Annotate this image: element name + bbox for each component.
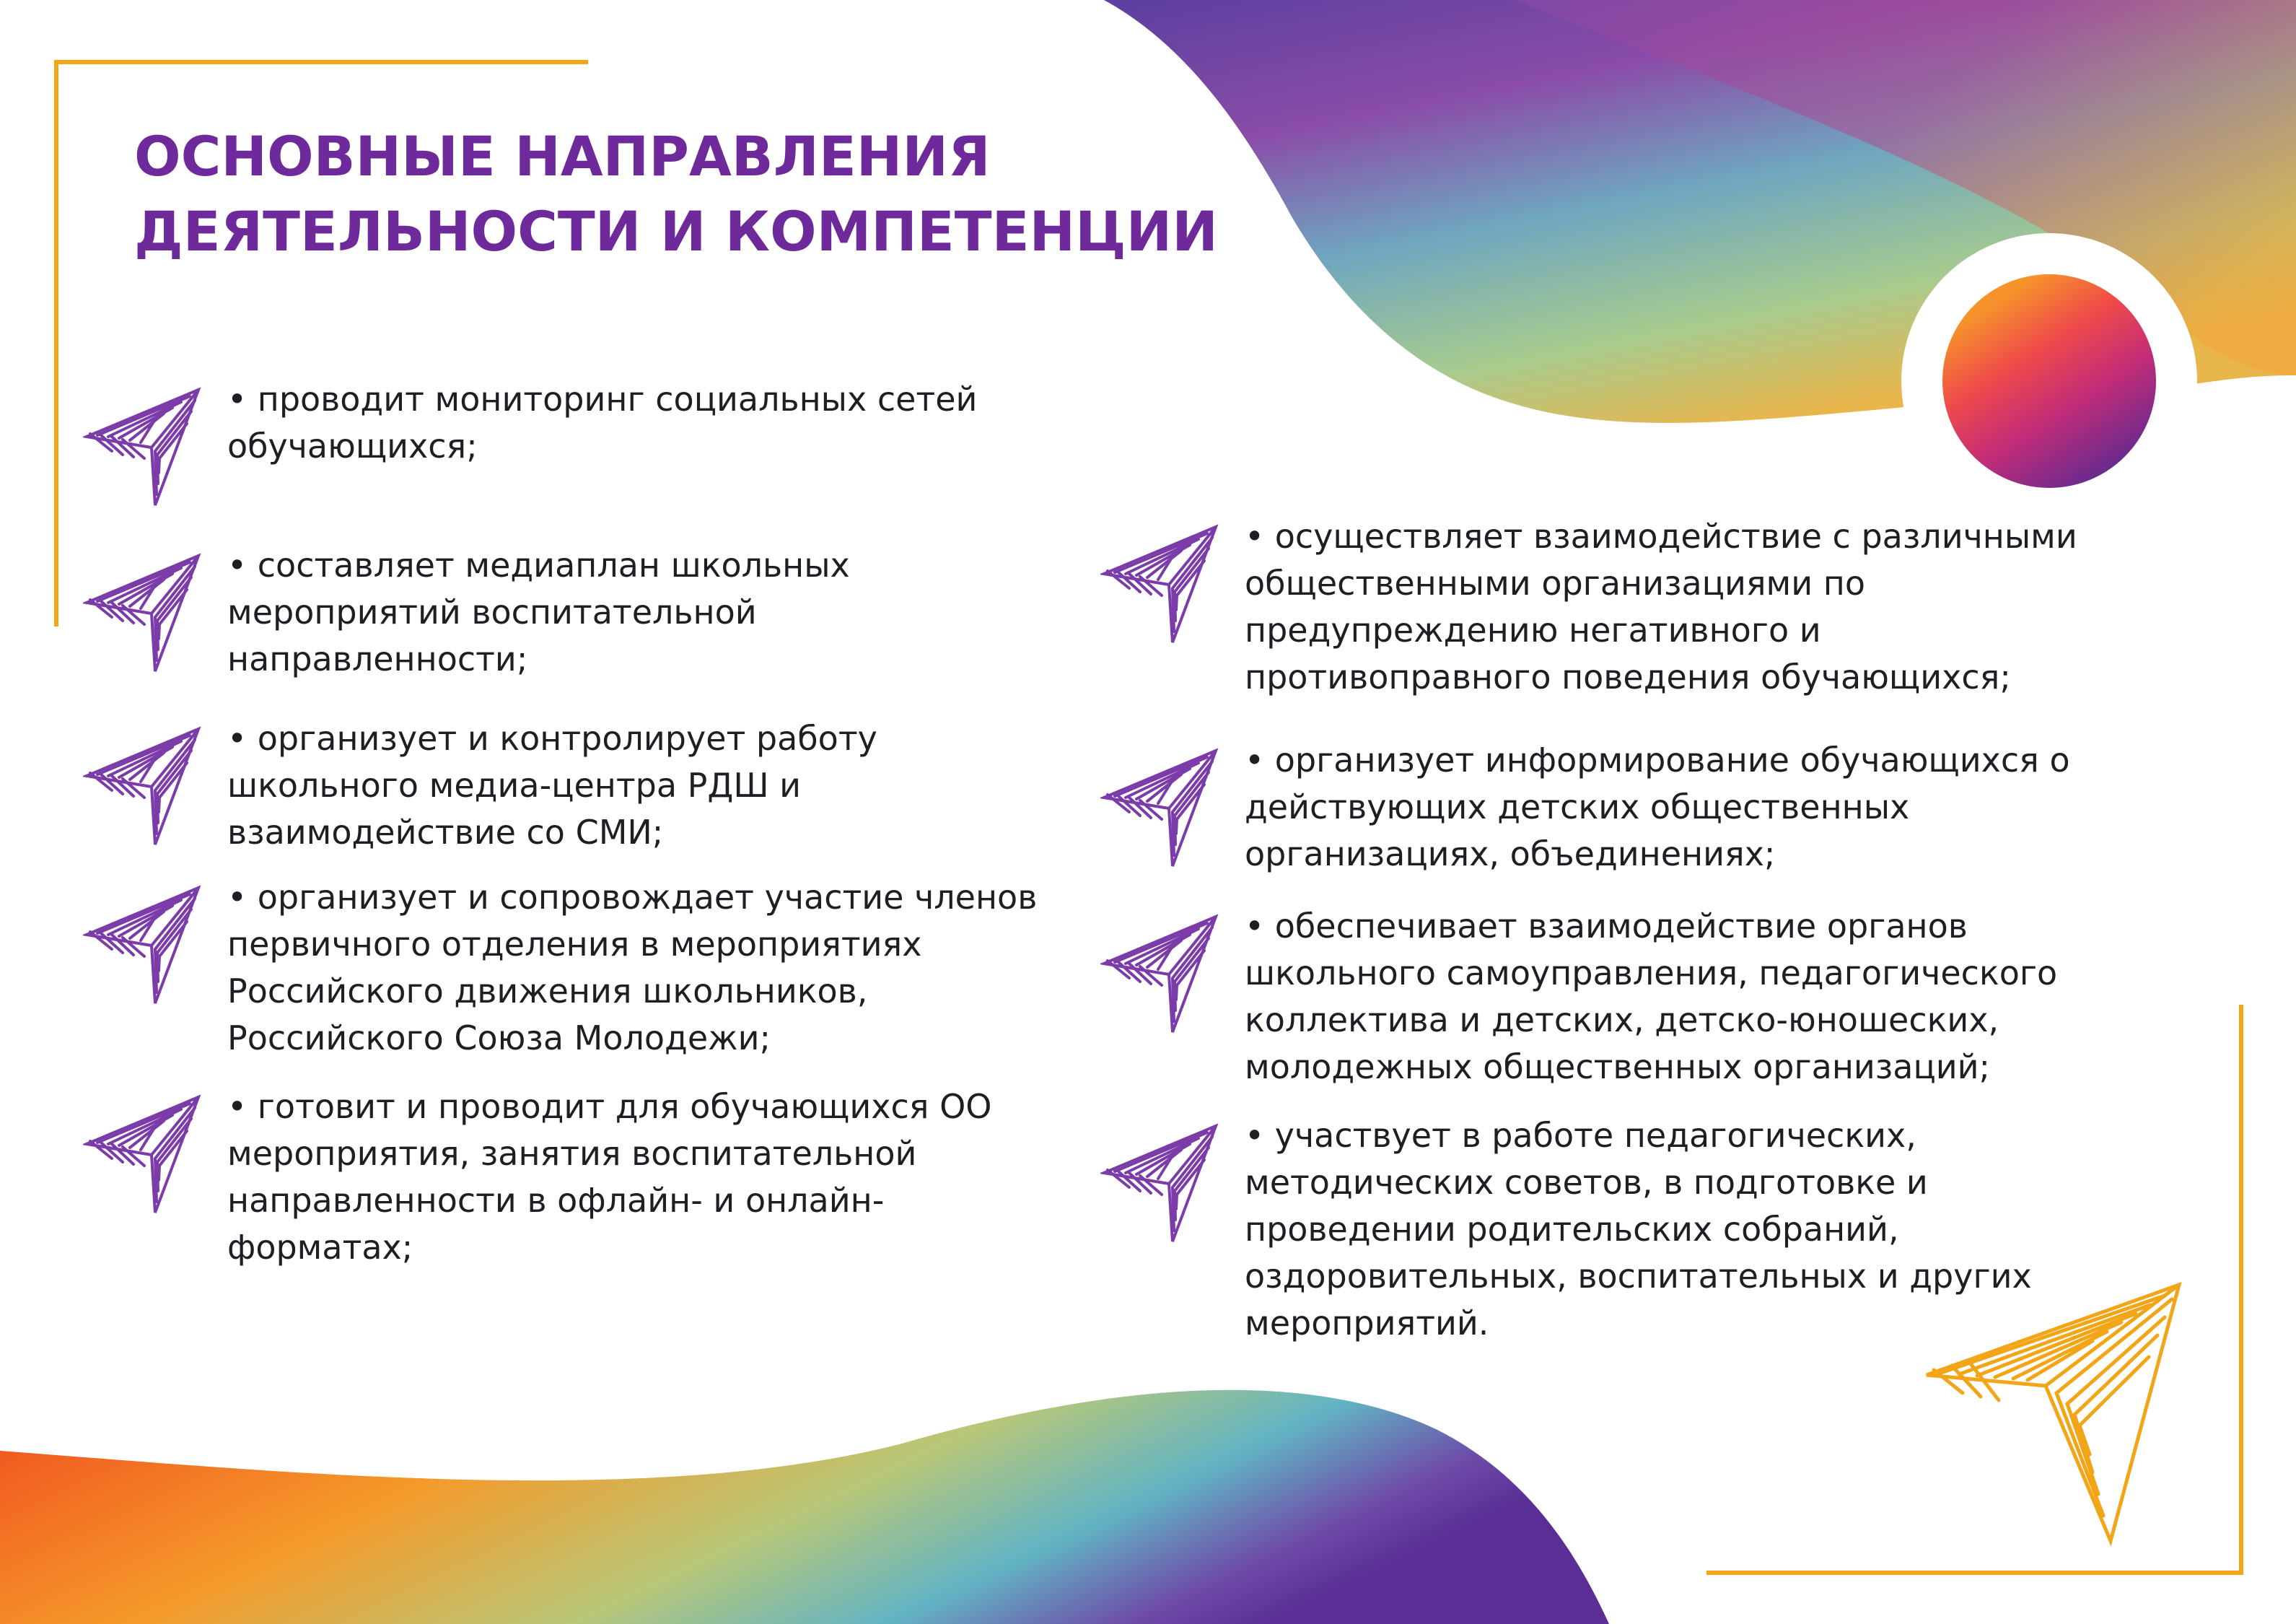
list-item-text: • организует информирование обучающихся о действующих детских общественных организациях, объединениях;: [1245, 741, 2070, 873]
paper-plane-icon: [83, 725, 209, 852]
frame-top-left-horizontal: [54, 60, 588, 64]
bottom-wave-shape: [0, 1390, 1609, 1624]
page-title: [134, 119, 1218, 269]
paper-plane-icon: [1100, 1122, 1227, 1249]
gradient-ball: [1942, 274, 2156, 488]
title-line-2: ДЕЯТЕЛЬНОСТИ И КОМПЕТЕНЦИИ: [134, 199, 1218, 263]
paper-plane-icon: [1100, 747, 1227, 873]
paper-plane-icon: [83, 552, 209, 678]
list-item-text: • обеспечивает взаимодействие органов школьного самоуправления, педагогического коллектива и детских, детско-юношеских, молодежных общественных организаций;: [1245, 907, 2058, 1086]
list-item-text: • участвует в работе педагогических, методических советов, в подготовке и проведении родительских собраний, оздоровительных, воспитательных и других мероприятий.: [1245, 1116, 2032, 1343]
list-item-text: • организует и контролирует работу школьного медиа-центра РДШ и взаимодействие со СМИ;: [227, 719, 877, 852]
title-line-1: ОСНОВНЫЕ НАПРАВЛЕНИЯ: [134, 124, 991, 188]
frame-bottom-right-horizontal: [1706, 1571, 2243, 1575]
paper-plane-icon: [83, 1093, 209, 1220]
list-item-text: • организует и сопровождает участие членов первичного отделения в мероприятиях Российского движения школьников, Российского Союза Молодежи;: [227, 878, 1038, 1057]
paper-plane-icon: [1100, 913, 1227, 1039]
paper-plane-icon: [83, 386, 209, 512]
list-item-text: • осуществляет взаимодействие с различными общественными организациями по предупреждению негативного и противоправного поведения обучающихся;: [1245, 517, 2077, 697]
paper-plane-icon: [83, 884, 209, 1010]
list-item-text: • готовит и проводит для обучающихся ОО мероприятия, занятия воспитательной направленности в офлайн- и онлайн- форматах;: [227, 1087, 992, 1267]
list-item-text: • проводит мониторинг социальных сетей обучающихся;: [227, 380, 978, 466]
paper-plane-icon: [1100, 523, 1227, 650]
frame-top-left-vertical: [54, 60, 58, 627]
list-item-text: • составляет медиаплан школьных мероприятий воспитательной направленности;: [227, 546, 850, 678]
